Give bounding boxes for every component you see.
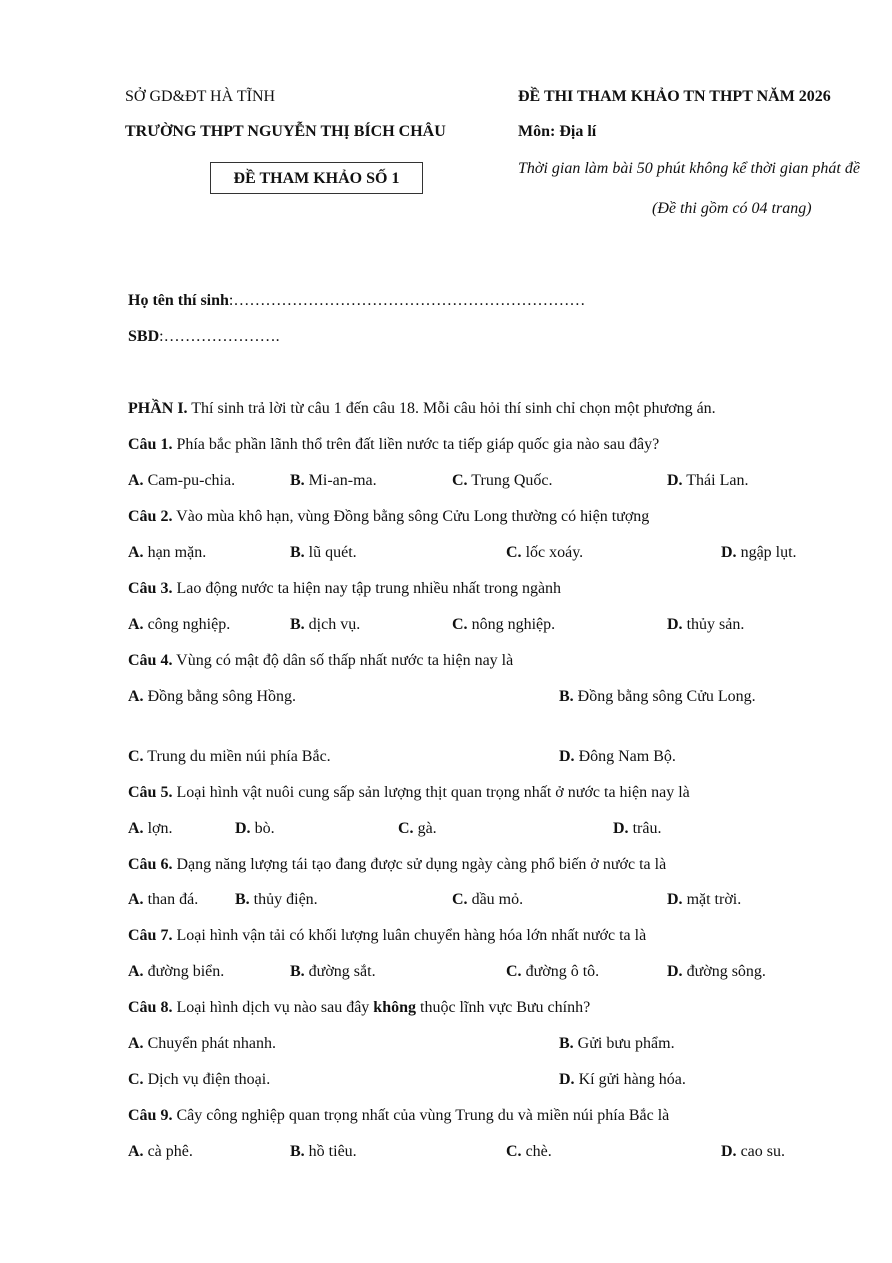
department-name: SỞ GD&ĐT HÀ TĨNH xyxy=(125,88,276,105)
question-label: Câu 9. xyxy=(128,1107,173,1124)
option-text: Đông Nam Bộ. xyxy=(574,748,676,765)
option-text: Cam-pu-chia. xyxy=(143,472,236,489)
option-text: cà phê. xyxy=(143,1143,193,1160)
section-instruction xyxy=(128,399,716,419)
candidate-name-line xyxy=(128,291,585,311)
option-text: đường sắt. xyxy=(304,963,376,980)
option-text: mặt trời. xyxy=(682,891,742,908)
option-text: công nghiệp. xyxy=(143,616,231,633)
option-key: D. xyxy=(667,472,683,489)
option-a xyxy=(128,471,235,491)
question-stem xyxy=(128,651,513,671)
option-key: C. xyxy=(452,472,468,489)
option-c xyxy=(506,962,599,982)
option-text: nông nghiệp. xyxy=(467,616,556,633)
option-key: A. xyxy=(128,1035,144,1052)
option-a xyxy=(128,962,224,982)
option-key: A. xyxy=(128,544,144,561)
option-text: Mi-an-ma. xyxy=(304,472,377,489)
question-label: Câu 1. xyxy=(128,436,173,453)
option-a xyxy=(128,1142,193,1162)
option-text: thủy sản. xyxy=(682,616,745,633)
option-key: C. xyxy=(452,616,468,633)
option-b xyxy=(559,687,756,707)
option-key: A. xyxy=(128,688,144,705)
option-d xyxy=(721,1142,785,1162)
option-key: B. xyxy=(559,1035,574,1052)
exam-code-label: ĐỀ THAM KHẢO SỐ 1 xyxy=(233,170,400,187)
option-text: trâu. xyxy=(628,820,662,837)
option-key: C. xyxy=(506,963,522,980)
option-key: C. xyxy=(506,1143,522,1160)
option-d xyxy=(667,471,748,491)
option-text: chè. xyxy=(521,1143,552,1160)
question-text: Cây công nghiệp quan trọng nhất của vùng Trung du và miền núi phía Bắc là xyxy=(172,1107,670,1124)
question-stem xyxy=(128,926,646,946)
question-label: Câu 8. xyxy=(128,999,173,1016)
option-text: Trung du miền núi phía Bắc. xyxy=(143,748,331,765)
option-text: Thái Lan. xyxy=(682,472,749,489)
option-text: Đồng bằng sông Cửu Long. xyxy=(573,688,756,705)
question-text: Loại hình vật nuôi cung sấp sản lượng thịt quan trọng nhất ở nước ta hiện nay là xyxy=(172,784,690,801)
section-text: Thí sinh trả lời từ câu 1 đến câu 18. Mỗi câu hỏi thí sinh chỉ chọn một phương án. xyxy=(187,400,716,417)
option-key: D. xyxy=(667,963,683,980)
option-key: D. xyxy=(667,616,683,633)
option-key: B. xyxy=(290,963,305,980)
option-d xyxy=(667,962,766,982)
exam-code-box xyxy=(210,162,423,194)
option-text: Trung Quốc. xyxy=(467,472,553,489)
exam-title: ĐỀ THI THAM KHẢO TN THPT NĂM 2026 xyxy=(518,88,831,105)
option-key: B. xyxy=(290,544,305,561)
option-text: Kí gửi hàng hóa. xyxy=(574,1071,686,1088)
option-a xyxy=(128,1034,276,1054)
question-text: Loại hình dịch vụ nào sau đây xyxy=(172,999,374,1016)
option-text: cao su. xyxy=(736,1143,785,1160)
question-label: Câu 6. xyxy=(128,856,173,873)
option-b xyxy=(290,615,360,635)
option-d xyxy=(667,890,741,910)
option-key: D. xyxy=(235,820,251,837)
option-key: C. xyxy=(128,748,144,765)
question-label: Câu 2. xyxy=(128,508,173,525)
candidate-name-dots: :………………………………………………………… xyxy=(228,292,586,309)
question-text: Dạng năng lượng tái tạo đang được sử dụng ngày càng phổ biến ở nước ta là xyxy=(172,856,667,873)
option-d xyxy=(613,819,661,839)
option-text: Chuyển phát nhanh. xyxy=(143,1035,276,1052)
option-text: hạn mặn. xyxy=(143,544,207,561)
option-d xyxy=(559,1070,686,1090)
option-a xyxy=(128,890,198,910)
option-text: Dịch vụ điện thoại. xyxy=(143,1071,271,1088)
question-text: Vào mùa khô hạn, vùng Đồng bằng sông Cửu Long thường có hiện tượng xyxy=(172,508,650,525)
option-text: ngập lụt. xyxy=(736,544,797,561)
question-stem xyxy=(128,579,561,599)
question-label: Câu 4. xyxy=(128,652,173,669)
question-label: Câu 7. xyxy=(128,927,173,944)
question-stem xyxy=(128,435,659,455)
option-text: dầu mỏ. xyxy=(467,891,524,908)
option-key: C. xyxy=(452,891,468,908)
option-text: lốc xoáy. xyxy=(521,544,584,561)
option-key: D. xyxy=(613,820,629,837)
option-b xyxy=(290,543,357,563)
question-text-end: thuộc lĩnh vực Bưu chính? xyxy=(416,999,591,1016)
option-key: B. xyxy=(290,472,305,489)
option-key: A. xyxy=(128,820,144,837)
option-text: bò. xyxy=(250,820,275,837)
option-c xyxy=(506,543,583,563)
candidate-id-line xyxy=(128,327,280,347)
option-c xyxy=(398,819,437,839)
option-key: B. xyxy=(290,616,305,633)
question-stem xyxy=(128,998,590,1018)
option-d xyxy=(667,615,744,635)
option-text: dịch vụ. xyxy=(304,616,361,633)
option-text: đường sông. xyxy=(682,963,766,980)
option-c xyxy=(452,890,523,910)
option-key: D. xyxy=(721,1143,737,1160)
option-key: D. xyxy=(559,1071,575,1088)
school-name: TRƯỜNG THPT NGUYỄN THỊ BÍCH CHÂU xyxy=(125,123,446,140)
section-label: PHẦN I. xyxy=(128,400,188,417)
option-b xyxy=(235,819,275,839)
option-key: B. xyxy=(235,891,250,908)
option-b xyxy=(290,1142,357,1162)
option-b xyxy=(235,890,318,910)
option-key: A. xyxy=(128,1143,144,1160)
question-label: Câu 3. xyxy=(128,580,173,597)
option-key: A. xyxy=(128,891,144,908)
option-key: D. xyxy=(721,544,737,561)
option-c xyxy=(506,1142,552,1162)
option-text: Đồng bằng sông Hồng. xyxy=(143,688,296,705)
option-c xyxy=(452,615,555,635)
option-key: B. xyxy=(559,688,574,705)
question-stem xyxy=(128,1106,669,1126)
option-a xyxy=(128,543,206,563)
option-c xyxy=(128,1070,270,1090)
question-text: Lao động nước ta hiện nay tập trung nhiều nhất trong ngành xyxy=(172,580,562,597)
option-d xyxy=(721,543,797,563)
question-text: Vùng có mật độ dân số thấp nhất nước ta hiện nay là xyxy=(172,652,514,669)
option-key: A. xyxy=(128,963,144,980)
option-b xyxy=(290,471,377,491)
question-text: Loại hình vận tải có khối lượng luân chuyển hàng hóa lớn nhất nước ta là xyxy=(172,927,647,944)
option-text: hồ tiêu. xyxy=(304,1143,357,1160)
option-text: đường ô tô. xyxy=(521,963,600,980)
option-key: C. xyxy=(506,544,522,561)
option-key: A. xyxy=(128,472,144,489)
question-text: Phía bắc phần lãnh thổ trên đất liền nước ta tiếp giáp quốc gia nào sau đây? xyxy=(172,436,660,453)
option-key: C. xyxy=(398,820,414,837)
option-text: Gửi bưu phẩm. xyxy=(573,1035,675,1052)
option-d xyxy=(559,747,676,767)
option-key: B. xyxy=(290,1143,305,1160)
option-text: thủy điện. xyxy=(249,891,318,908)
option-c xyxy=(128,747,331,767)
option-key: C. xyxy=(128,1071,144,1088)
question-stem xyxy=(128,855,666,875)
option-text: đường biển. xyxy=(143,963,225,980)
question-stem xyxy=(128,507,649,527)
option-a xyxy=(128,615,230,635)
candidate-id-dots: :…………………. xyxy=(159,328,280,345)
option-b xyxy=(559,1034,675,1054)
question-label: Câu 5. xyxy=(128,784,173,801)
question-stem xyxy=(128,783,690,803)
option-a xyxy=(128,819,172,839)
candidate-name-label: Họ tên thí sinh xyxy=(128,292,229,309)
candidate-id-label: SBD xyxy=(128,328,160,345)
option-b xyxy=(290,962,376,982)
exam-duration: Thời gian làm bài 50 phút không kể thời gian phát đề xyxy=(518,160,860,177)
option-key: D. xyxy=(667,891,683,908)
option-text: lợn. xyxy=(143,820,173,837)
question-emphasis: không xyxy=(373,999,416,1016)
page-count: (Đề thi gồm có 04 trang) xyxy=(652,200,812,217)
subject: Môn: Địa lí xyxy=(518,123,597,140)
option-text: lũ quét. xyxy=(304,544,357,561)
option-key: D. xyxy=(559,748,575,765)
option-a xyxy=(128,687,296,707)
option-text: than đá. xyxy=(143,891,199,908)
option-c xyxy=(452,471,552,491)
option-text: gà. xyxy=(413,820,437,837)
option-key: A. xyxy=(128,616,144,633)
